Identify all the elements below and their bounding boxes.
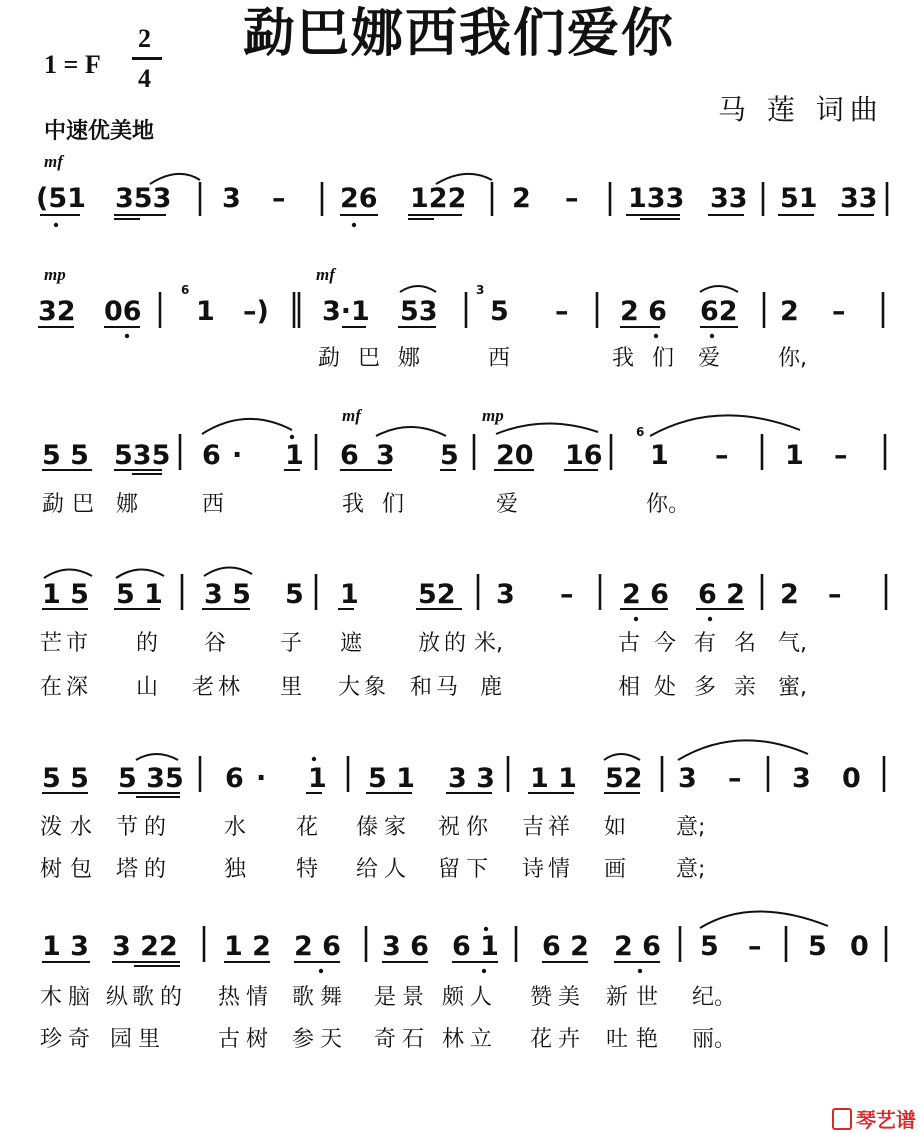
dash: –: [565, 183, 579, 214]
note-group: 1 3: [42, 931, 89, 962]
note-group: 20: [496, 440, 534, 471]
note-group: 6 2: [542, 931, 589, 962]
lyric-char: 脑: [68, 985, 91, 1010]
lyric-char: 祥: [548, 815, 571, 840]
note-group: 5 1: [116, 579, 163, 610]
note-group: 5 5: [42, 440, 89, 471]
lyric-char: 娜: [116, 492, 139, 517]
lyric-char: 们: [382, 492, 405, 517]
lyric-char: 参: [292, 1027, 315, 1052]
note: 3: [222, 183, 241, 214]
lyric-char: 树: [40, 857, 63, 882]
note-group: 3 6: [382, 931, 429, 962]
note-group: 5 5: [42, 763, 89, 794]
lyric-char: 林: [442, 1027, 465, 1052]
note-group: 52: [605, 763, 643, 794]
dash: –: [832, 296, 846, 327]
lyric-char: 鹿: [480, 675, 503, 700]
dynamic-mark: mf: [44, 152, 63, 171]
lyric-char: 里: [138, 1027, 161, 1052]
lyric-char: 山: [136, 675, 159, 700]
note-group: 1 1: [530, 763, 577, 794]
dash: –: [272, 183, 286, 214]
lyric-char: 人: [384, 857, 407, 882]
rest: 0: [842, 763, 861, 794]
note: 1: [785, 440, 804, 471]
dot: ·: [232, 440, 243, 471]
lyric-char: 吉: [522, 815, 545, 840]
lyric-char: 我: [342, 492, 365, 517]
lyric-char: 园: [110, 1027, 133, 1052]
dynamic-mark: mf: [316, 265, 335, 284]
lyric-char: 纪。: [692, 985, 737, 1010]
note-group: 6 2: [698, 579, 745, 610]
lyric-char: 亲: [734, 675, 757, 700]
lyric-char: 景: [402, 985, 425, 1010]
lyric-char: 水: [224, 815, 247, 840]
note-group: 33: [710, 183, 748, 214]
note: 2: [780, 296, 799, 327]
lyric-char: 家: [384, 815, 407, 840]
note-group: 5 35: [118, 763, 184, 794]
lyric-char: 相: [618, 675, 641, 700]
time-signature-denominator: 4: [138, 64, 151, 93]
note: 5: [808, 931, 827, 962]
lyric-char: 热: [218, 985, 241, 1010]
grace-note: 6: [636, 425, 645, 439]
song-title: 勐巴娜西我们爱你: [243, 4, 676, 64]
lyric-char: 子: [280, 631, 303, 656]
lyric-char: 我: [612, 346, 635, 371]
note-group: 51: [780, 183, 818, 214]
time-signature-numerator: 2: [138, 24, 151, 53]
note-group: 33: [840, 183, 878, 214]
lyric-char: 如: [604, 815, 627, 840]
lyric-char: 诗: [522, 857, 545, 882]
lyric-char: 是: [374, 985, 397, 1010]
lyric-char: 今: [654, 631, 677, 656]
note-group: 06: [104, 296, 142, 327]
note-group: 16: [565, 440, 603, 471]
note-group: 2 6: [620, 296, 667, 327]
lyric-char: 爱: [698, 346, 721, 371]
lyric-char: 西: [202, 492, 225, 517]
lyric-char: 你: [466, 815, 489, 840]
lyric-char: 蜜,: [778, 675, 807, 700]
lyric-char: 歌: [132, 985, 155, 1010]
note: 2: [512, 183, 531, 214]
lyric-char: 奇: [68, 1027, 91, 1052]
lyric-char: 祝: [438, 815, 461, 840]
note: 1: [285, 440, 304, 471]
note: 1: [308, 763, 327, 794]
lyric-char: 丽。: [692, 1027, 737, 1052]
note: 2: [780, 579, 799, 610]
dot: ·: [256, 763, 267, 794]
lyric-char: 马: [436, 675, 459, 700]
lyric-char: 新: [606, 985, 629, 1010]
lyric-char: 娜: [398, 346, 421, 371]
lyric-char: 遮: [340, 631, 363, 656]
lyric-char: 的: [136, 631, 159, 656]
lyric-char: 多: [694, 675, 717, 700]
note-group: 32: [38, 296, 76, 327]
lyric-char: 立: [470, 1027, 493, 1052]
lyric-char: 人: [470, 985, 493, 1010]
lyric-char: 的: [444, 631, 467, 656]
note: 5: [285, 579, 304, 610]
lyric-char: 林: [218, 675, 241, 700]
note-group: 535: [114, 440, 171, 471]
note: 3: [678, 763, 697, 794]
key-signature: 1 = F: [44, 50, 101, 79]
lyric-char: 勐: [318, 346, 341, 371]
lyric-char: 下: [466, 857, 489, 882]
lyric-char: 独: [224, 857, 247, 882]
lyric-char: 珍: [40, 1027, 63, 1052]
lyric-char: 放: [418, 631, 441, 656]
note-group: 2 6: [622, 579, 669, 610]
lyric-char: 石: [402, 1027, 425, 1052]
lyric-char: 名: [734, 631, 757, 656]
credit: 马 莲 词曲: [718, 93, 884, 126]
note: 3: [496, 579, 515, 610]
lyric-char: 和: [410, 675, 433, 700]
dash: –: [715, 440, 729, 471]
note-group: 2 6: [294, 931, 341, 962]
lyric-char: 古: [618, 631, 641, 656]
lyric-char: 爱: [496, 492, 519, 517]
lyric-char: 你,: [778, 346, 807, 371]
lyric-char: 古: [218, 1027, 241, 1052]
note-group: 62: [700, 296, 738, 327]
lyric-char: 巴: [72, 492, 95, 517]
note: 1: [340, 579, 359, 610]
lyric-char: 世: [636, 985, 659, 1010]
note-group: 122: [410, 183, 467, 214]
dash: –: [728, 763, 742, 794]
lyric-char: 花: [530, 1027, 553, 1052]
lyric-char: 谷: [204, 631, 227, 656]
note-group: 2 6: [614, 931, 661, 962]
lyric-char: 你。: [646, 492, 691, 517]
note: 6: [340, 440, 359, 471]
lyric-char: 给: [356, 857, 379, 882]
lyric-char: 歌: [292, 985, 315, 1010]
lyric-char: 留: [438, 857, 461, 882]
note-group: 6 1: [452, 931, 499, 962]
lyric-char: 深: [66, 675, 89, 700]
lyric-char: 水: [70, 815, 93, 840]
lyric-char: 大: [338, 675, 361, 700]
lyric-char: 气,: [778, 631, 807, 656]
lyric-char: 奇: [374, 1027, 397, 1052]
dash: –: [828, 579, 842, 610]
note-group: 3·1: [322, 296, 370, 327]
lyric-char: 有: [694, 631, 717, 656]
lyric-char: 赞: [530, 985, 553, 1010]
dash: –): [243, 296, 269, 327]
note-group: 3 5: [204, 579, 251, 610]
lyric-char: 处: [654, 675, 677, 700]
note: 5: [490, 296, 509, 327]
note-group: 26: [340, 183, 378, 214]
grace-note: 6: [181, 283, 190, 297]
lyric-char: 节: [116, 815, 139, 840]
note: 3: [792, 763, 811, 794]
lyric-char: 花: [296, 815, 319, 840]
dash: –: [748, 931, 762, 962]
note-group: 3 22: [112, 931, 178, 962]
note: 5: [440, 440, 459, 471]
lyric-char: 包: [70, 857, 93, 882]
dash: –: [555, 296, 569, 327]
dynamic-mark: mp: [482, 406, 504, 425]
lyric-char: 西: [488, 346, 511, 371]
lyric-char: 傣: [356, 815, 379, 840]
note: 1: [650, 440, 669, 471]
lyric-char: 天: [320, 1027, 343, 1052]
dash: –: [834, 440, 848, 471]
lyric-char: 卉: [558, 1027, 581, 1052]
note: 3: [376, 440, 395, 471]
lyric-char: 的: [144, 857, 167, 882]
lyric-char: 们: [652, 346, 675, 371]
note-group: 3 3: [448, 763, 495, 794]
note: 1: [196, 296, 215, 327]
lyric-char: 巴: [358, 346, 381, 371]
lyric-char: 的: [144, 815, 167, 840]
lyric-char: 塔: [116, 857, 139, 882]
lyric-char: 芒: [40, 631, 63, 656]
note: 5: [700, 931, 719, 962]
lyric-char: 树: [246, 1027, 269, 1052]
tempo-marking: 中速优美地: [44, 119, 155, 144]
grace-note: 3: [476, 283, 485, 297]
lyric-char: 艳: [636, 1027, 659, 1052]
lyric-char: 木: [40, 985, 63, 1010]
lyric-char: 勐: [42, 492, 65, 517]
note-group: 5 1: [368, 763, 415, 794]
lyric-char: 意;: [676, 857, 706, 882]
note-group: 1 5: [42, 579, 89, 610]
lyric-char: 吐: [606, 1027, 629, 1052]
lyric-char: 象: [364, 675, 387, 700]
rest: 0: [850, 931, 869, 962]
lyric-char: 情: [246, 985, 269, 1010]
note-group: 52: [418, 579, 456, 610]
lyric-char: 在: [40, 675, 63, 700]
lyric-char: 意;: [676, 815, 706, 840]
note-group: 353: [115, 183, 172, 214]
lyric-char: 的: [160, 985, 183, 1010]
lyric-char: 里: [280, 675, 303, 700]
note: 6: [225, 763, 244, 794]
note-group: 1 2: [224, 931, 271, 962]
lyric-char: 画: [604, 857, 627, 882]
dynamic-mark: mp: [44, 265, 66, 284]
lyric-char: 舞: [320, 985, 343, 1010]
lyric-char: 米,: [474, 631, 503, 656]
note-group: (51: [36, 183, 86, 214]
dynamic-mark: mf: [342, 406, 361, 425]
lyric-char: 情: [548, 857, 571, 882]
dash: –: [560, 579, 574, 610]
note-group: 133: [628, 183, 685, 214]
note-group: 53: [400, 296, 438, 327]
lyric-char: 纵: [106, 985, 129, 1010]
lyric-char: 颇: [442, 985, 465, 1010]
lyric-char: 泼: [40, 815, 63, 840]
lyric-char: 美: [558, 985, 581, 1010]
lyric-char: 市: [66, 631, 89, 656]
lyric-char: 特: [296, 857, 319, 882]
lyric-char: 老: [192, 675, 215, 700]
watermark-text: 琴艺谱: [855, 1108, 916, 1132]
note: 6: [202, 440, 221, 471]
